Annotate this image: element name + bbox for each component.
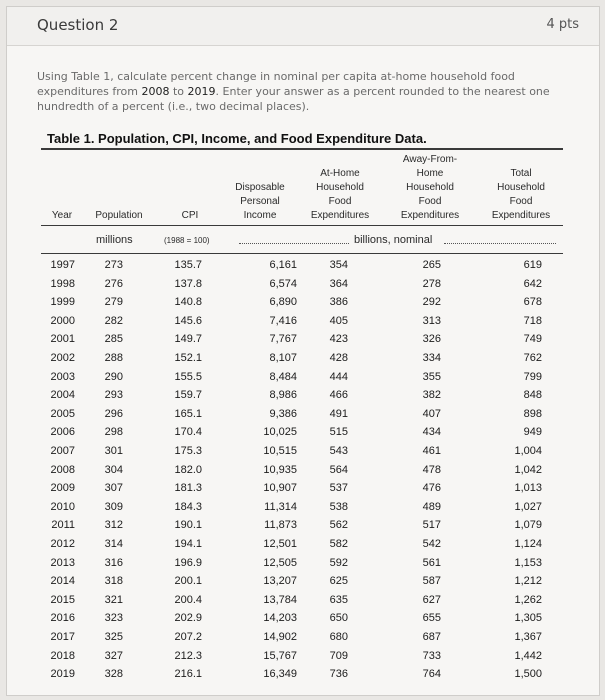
- table-cell-year: 2003: [50, 370, 75, 383]
- table-cell-population: 293: [104, 389, 123, 402]
- table-cell-disposable-income: 15,767: [263, 649, 297, 662]
- table-cell-cpi: 202.9: [174, 612, 202, 625]
- column-header-year: [42, 209, 82, 223]
- column-header-line: At-Home: [320, 168, 360, 179]
- table-cell-cpi: 140.8: [174, 296, 202, 309]
- table-cell-total-expenditure: 1,042: [514, 463, 542, 476]
- table-cell-total-expenditure: 1,079: [514, 519, 542, 532]
- table-cell-population: 298: [104, 426, 123, 439]
- table-cell-year: 2009: [50, 482, 75, 495]
- table-cell-disposable-income: 9,386: [269, 407, 297, 420]
- table-cell-disposable-income: 10,515: [263, 445, 297, 457]
- table-cell-at-home-expenditure: 444: [329, 370, 348, 383]
- table-unit-rule: [41, 253, 563, 254]
- table-cell-population: 282: [104, 314, 123, 327]
- table-cell-disposable-income: 7,767: [269, 333, 297, 346]
- column-header-total: [481, 167, 561, 223]
- table-cell-population: 290: [104, 370, 123, 383]
- table-cell-population: 323: [104, 612, 123, 625]
- table-cell-total-expenditure: 1,500: [514, 668, 542, 681]
- table-cell-cpi: 207.2: [174, 631, 202, 643]
- table-cell-at-home-expenditure: 466: [329, 389, 348, 402]
- column-header-line: Disposable: [235, 182, 285, 193]
- table-cell-population: 328: [104, 668, 123, 681]
- column-header-line: Household: [406, 182, 454, 193]
- table-cell-year: 2014: [50, 575, 75, 588]
- table-cell-at-home-expenditure: 405: [329, 314, 348, 327]
- table-cell-population: 312: [104, 519, 123, 532]
- question-prompt: [37, 69, 557, 114]
- table-cell-away-from-home-expenditure: 382: [422, 389, 441, 402]
- table-cell-away-from-home-expenditure: 326: [422, 333, 441, 346]
- prompt-text-mid: to: [169, 85, 188, 98]
- table-cell-at-home-expenditure: 736: [329, 668, 348, 681]
- table-cell-at-home-expenditure: 537: [329, 482, 348, 495]
- table-cell-at-home-expenditure: 543: [329, 445, 348, 457]
- table-cell-year: 1998: [50, 277, 75, 290]
- column-header-line: Personal: [240, 196, 280, 207]
- table-cell-at-home-expenditure: 625: [329, 575, 348, 588]
- table-cell-total-expenditure: 1,367: [514, 631, 542, 643]
- table-cell-population: 285: [104, 333, 123, 346]
- table-cell-year: 1997: [50, 259, 75, 271]
- table-cell-population: 288: [104, 352, 123, 364]
- table-caption: Table 1. Population, CPI, Income, and Food Expenditure Data.: [47, 131, 427, 146]
- table-cell-population: 301: [104, 445, 123, 457]
- table-cell-at-home-expenditure: 423: [329, 333, 348, 346]
- unit-population: millions: [96, 234, 133, 246]
- table-cell-disposable-income: 8,986: [269, 389, 297, 402]
- table-cell-disposable-income: 6,574: [269, 277, 297, 290]
- table-cell-disposable-income: 10,025: [263, 426, 297, 439]
- table-cell-away-from-home-expenditure: 517: [422, 519, 441, 532]
- table-header-rule: [41, 225, 563, 226]
- table-cell-at-home-expenditure: 564: [329, 463, 348, 476]
- table-cell-away-from-home-expenditure: 434: [422, 426, 441, 439]
- column-header-line: Population: [95, 210, 143, 221]
- table-cell-cpi: 145.6: [174, 314, 202, 327]
- table-cell-disposable-income: 12,505: [263, 556, 297, 569]
- table-cell-year: 2019: [50, 668, 75, 681]
- table-cell-disposable-income: 14,902: [263, 631, 297, 643]
- table-cell-cpi: 159.7: [174, 389, 202, 402]
- table-cell-cpi: 170.4: [174, 426, 202, 439]
- table-cell-away-from-home-expenditure: 278: [422, 277, 441, 290]
- table-cell-cpi: 182.0: [174, 463, 202, 476]
- column-header-cpi: [170, 209, 210, 223]
- table-cell-total-expenditure: 949: [523, 426, 542, 439]
- table-cell-population: 296: [104, 407, 123, 420]
- column-header-at_home: [300, 167, 380, 223]
- table-cell-total-expenditure: 1,027: [514, 500, 542, 513]
- table-cell-disposable-income: 11,873: [264, 519, 297, 532]
- prompt-year-from: 2008: [141, 85, 170, 98]
- table-cell-cpi: 216.1: [174, 668, 202, 681]
- table-cell-total-expenditure: 1,013: [514, 482, 542, 495]
- column-header-line: Income: [243, 210, 277, 221]
- question-title: Question 2: [37, 16, 119, 34]
- table-cell-disposable-income: 6,161: [269, 259, 297, 271]
- table-cell-population: 309: [104, 500, 123, 513]
- table-cell-year: 2011: [51, 519, 75, 532]
- table-cell-away-from-home-expenditure: 355: [422, 370, 441, 383]
- table-cell-disposable-income: 13,207: [263, 575, 297, 588]
- table-cell-away-from-home-expenditure: 733: [422, 649, 441, 662]
- column-header-line: Expenditures: [400, 210, 460, 221]
- table-cell-disposable-income: 8,484: [269, 370, 297, 383]
- table-cell-cpi: 184.3: [174, 500, 202, 513]
- table-cell-cpi: 196.9: [174, 556, 202, 569]
- table-cell-total-expenditure: 1,262: [514, 593, 542, 606]
- table-cell-year: 2010: [50, 500, 75, 513]
- unit-dots-left: [239, 243, 349, 244]
- table-cell-away-from-home-expenditure: 587: [422, 575, 441, 588]
- table-cell-year: 2005: [50, 407, 75, 420]
- table-cell-at-home-expenditure: 562: [329, 519, 348, 532]
- table-cell-cpi: 190.1: [174, 519, 202, 532]
- table-cell-cpi: 135.7: [174, 259, 202, 271]
- question-points: 4 pts: [546, 17, 579, 32]
- table-cell-away-from-home-expenditure: 313: [422, 314, 441, 327]
- table-cell-at-home-expenditure: 386: [329, 296, 348, 309]
- table-cell-at-home-expenditure: 709: [329, 649, 348, 662]
- table-cell-year: 2016: [50, 612, 75, 625]
- table-cell-away-from-home-expenditure: 764: [422, 668, 441, 681]
- table-cell-population: 314: [104, 538, 123, 550]
- table-cell-at-home-expenditure: 491: [329, 407, 348, 420]
- table-cell-population: 279: [104, 296, 123, 309]
- table-cell-away-from-home-expenditure: 461: [422, 445, 441, 457]
- column-header-line: Home: [416, 168, 444, 179]
- table-cell-total-expenditure: 898: [523, 407, 542, 420]
- table-cell-year: 2012: [50, 538, 75, 550]
- column-header-away: [390, 153, 470, 223]
- column-header-line: CPI: [181, 210, 199, 221]
- table-cell-year: 2007: [50, 445, 75, 457]
- table-cell-away-from-home-expenditure: 542: [422, 538, 441, 550]
- table-cell-total-expenditure: 799: [523, 370, 542, 383]
- table-cell-disposable-income: 14,203: [263, 612, 297, 625]
- table-cell-cpi: 175.3: [174, 445, 202, 457]
- table-cell-away-from-home-expenditure: 561: [422, 556, 441, 569]
- table-cell-population: 276: [104, 277, 123, 290]
- unit-billions: billions, nominal: [354, 234, 433, 246]
- table-cell-year: 2018: [50, 649, 75, 662]
- question-card: [6, 6, 600, 696]
- table-cell-disposable-income: 7,416: [269, 314, 297, 327]
- table-cell-away-from-home-expenditure: 627: [422, 593, 441, 606]
- table-cell-away-from-home-expenditure: 489: [422, 500, 441, 513]
- table-cell-at-home-expenditure: 582: [329, 538, 348, 550]
- table-cell-year: 2013: [50, 556, 75, 569]
- table-cell-cpi: 165.1: [174, 407, 202, 420]
- unit-cpi: (1988 = 100): [164, 236, 210, 245]
- table-cell-total-expenditure: 718: [523, 314, 542, 327]
- table-cell-cpi: 212.3: [174, 649, 202, 662]
- table-cell-at-home-expenditure: 635: [329, 593, 348, 606]
- column-header-line: Expenditures: [491, 210, 551, 221]
- column-header-line: Household: [316, 182, 364, 193]
- column-header-line: Food: [509, 196, 533, 207]
- table-cell-total-expenditure: 1,212: [514, 575, 542, 588]
- table-cell-cpi: 194.1: [174, 538, 202, 550]
- table-cell-year: 2006: [50, 426, 75, 439]
- table-cell-year: 1999: [50, 296, 75, 309]
- table-cell-away-from-home-expenditure: 292: [422, 296, 441, 309]
- question-header: [7, 7, 599, 46]
- table-cell-disposable-income: 13,784: [263, 593, 297, 606]
- table-cell-year: 2002: [50, 352, 75, 364]
- prompt-text-start: Using Table 1, calculate percent change in nominal per capita at-home household food expenditures from: [37, 70, 515, 98]
- table-cell-total-expenditure: 678: [523, 296, 542, 309]
- column-header-line: Food: [328, 196, 352, 207]
- table-cell-at-home-expenditure: 515: [329, 426, 348, 439]
- table-cell-total-expenditure: 762: [523, 352, 542, 364]
- table-cell-population: 327: [104, 649, 123, 662]
- table-cell-total-expenditure: 1,153: [514, 556, 542, 569]
- unit-dots-right: [444, 243, 556, 244]
- table-cell-at-home-expenditure: 364: [329, 277, 348, 290]
- column-header-population: [84, 209, 154, 223]
- table-cell-disposable-income: 6,890: [269, 296, 297, 309]
- table-cell-year: 2004: [50, 389, 75, 402]
- table-cell-population: 307: [104, 482, 123, 495]
- table-cell-disposable-income: 16,349: [263, 668, 297, 681]
- table-cell-away-from-home-expenditure: 334: [422, 352, 441, 364]
- column-header-line: Food: [418, 196, 442, 207]
- column-header-line: Year: [51, 210, 73, 221]
- table-cell-disposable-income: 12,501: [263, 538, 297, 550]
- table-cell-year: 2001: [50, 333, 75, 346]
- table-cell-population: 318: [104, 575, 123, 588]
- table-cell-total-expenditure: 642: [523, 277, 542, 290]
- table-cell-disposable-income: 10,907: [263, 482, 297, 495]
- table-cell-away-from-home-expenditure: 265: [422, 259, 441, 271]
- table-cell-year: 2017: [50, 631, 75, 643]
- table-cell-away-from-home-expenditure: 478: [422, 463, 441, 476]
- table-cell-total-expenditure: 749: [523, 333, 542, 346]
- column-header-line: Away-From-: [402, 154, 458, 165]
- table-cell-cpi: 200.4: [174, 593, 202, 606]
- table-cell-cpi: 152.1: [174, 352, 202, 364]
- table-cell-disposable-income: 10,935: [263, 463, 297, 476]
- table-cell-total-expenditure: 1,442: [514, 649, 542, 662]
- table-cell-cpi: 155.5: [174, 370, 202, 383]
- table-cell-total-expenditure: 1,124: [514, 538, 542, 550]
- table-cell-at-home-expenditure: 680: [329, 631, 348, 643]
- table-cell-total-expenditure: 619: [523, 259, 542, 271]
- table-cell-population: 325: [104, 631, 123, 643]
- table-cell-cpi: 181.3: [174, 482, 202, 495]
- table-top-rule: [41, 148, 563, 150]
- table-cell-away-from-home-expenditure: 655: [422, 612, 441, 625]
- table-cell-at-home-expenditure: 538: [329, 500, 348, 513]
- table-cell-away-from-home-expenditure: 687: [422, 631, 441, 643]
- table-cell-cpi: 137.8: [174, 277, 202, 290]
- prompt-year-to: 2019: [187, 85, 216, 98]
- table-cell-total-expenditure: 1,305: [514, 612, 542, 625]
- table-cell-population: 321: [104, 593, 123, 606]
- table-cell-away-from-home-expenditure: 407: [422, 407, 441, 420]
- column-header-line: Household: [497, 182, 545, 193]
- column-header-line: Expenditures: [310, 210, 370, 221]
- table-cell-at-home-expenditure: 650: [329, 612, 348, 625]
- table-cell-cpi: 200.1: [174, 575, 202, 588]
- table-cell-year: 2000: [50, 314, 75, 327]
- table-cell-population: 316: [104, 556, 123, 569]
- column-header-line: Total: [510, 168, 532, 179]
- table-cell-disposable-income: 8,107: [269, 352, 297, 364]
- table-cell-total-expenditure: 1,004: [514, 445, 542, 457]
- table-cell-population: 273: [104, 259, 123, 271]
- table-cell-total-expenditure: 848: [523, 389, 542, 402]
- table-cell-population: 304: [104, 463, 123, 476]
- table-cell-at-home-expenditure: 592: [329, 556, 348, 569]
- table-cell-year: 2008: [50, 463, 75, 476]
- table-cell-cpi: 149.7: [174, 333, 202, 346]
- table-cell-year: 2015: [50, 593, 75, 606]
- table-cell-away-from-home-expenditure: 476: [422, 482, 441, 495]
- table-cell-at-home-expenditure: 428: [329, 352, 348, 364]
- column-header-disposable: [225, 181, 295, 223]
- table-cell-at-home-expenditure: 354: [329, 259, 348, 271]
- table-cell-disposable-income: 11,314: [264, 500, 297, 513]
- prompt-text-end: . Enter your answer as a percent rounded to the nearest one hundredth of a percent (i.e., two decimal places).: [37, 85, 550, 113]
